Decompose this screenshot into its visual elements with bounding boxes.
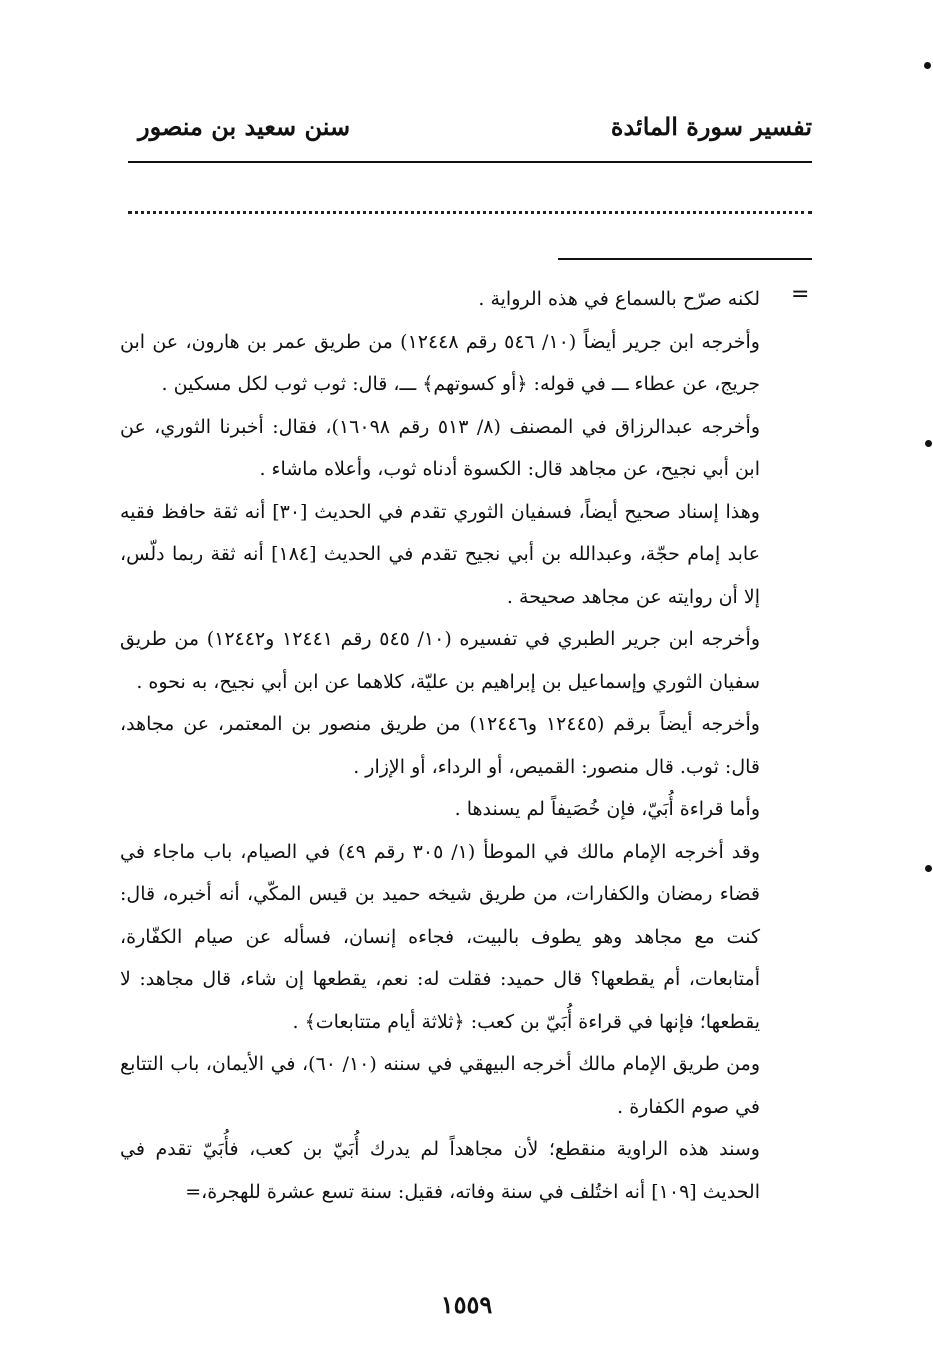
footnote-paragraph: وقد أخرجه الإمام مالك في الموطأ (١/ ٣٠٥ رقم ٤٩) في الصيام، باب ماجاء في قضاء رمضان والكفارات، من طريق شيخه حميد بن قيس المكّي، أنه أخبره، قال: كنت مع مجاهد وهو يطوف بالبيت، فجاءه إنسان، فسأله عن صيام الكفّارة، أمتابعات، أم يقطعها؟ قال حميد: فقلت له: نعم، يقطعها إن شاء، قال مجاهد: لا يقطعها؛ فإنها في قراءة أُبَيّ بن كعب: ﴿ثلاثة أيام متتابعات﴾ .: [120, 840, 760, 1033]
continuation-mark: =: [791, 282, 810, 307]
footnote-paragraph: وأما قراءة أُبَيّ، فإن خُصَيفاً لم يسندها .: [454, 798, 760, 820]
header-rule: [128, 161, 812, 163]
footnote-paragraph: وسند هذه الراوية منقطع؛ لأن مجاهداً لم يدرك أُبَيّ بن كعب، فأُبَيّ تقدم في الحديث [١٠٩] أنه اختُلف في سنة وفاته، فقيل: سنة تسع عشرة للهجرة،=: [120, 1138, 760, 1203]
footnote-paragraph: وأخرجه عبدالرزاق في المصنف (٨/ ٥١٣ رقم ١٦٠٩٨)، فقال: أخبرنا الثوري، عن ابن أبي نجيح، عن مجاهد قال: الكسوة أدناه ثوب، وأعلاه ماشاء .: [120, 415, 760, 480]
scan-edge-mark: [924, 62, 931, 69]
book-title: سنن سعيد بن منصور: [138, 112, 351, 141]
footnote-paragraph: لكنه صرّح بالسماع في هذه الرواية .: [478, 288, 760, 310]
chapter-title: تفسير سورة المائدة: [610, 112, 812, 141]
footnote-paragraph: ومن طريق الإمام مالك أخرجه البيهقي في سننه (١٠/ ٦٠)، في الأيمان، باب التتابع في صوم الكفارة .: [120, 1053, 760, 1118]
footnote-paragraph: وهذا إسناد صحيح أيضاً، فسفيان الثوري تقدم في الحديث [٣٠] أنه ثقة حافظ فقيه عابد إمام حجّة، وعبدالله بن أبي نجيح تقدم في الحديث [١٨٤] أنه ثقة ربما دلّس، إلا أن روايته عن مجاهد صحيحة .: [120, 500, 760, 608]
scan-edge-mark: [925, 440, 932, 447]
scan-edge-mark: [925, 865, 932, 872]
footnote-paragraph: وأخرجه ابن جرير أيضاً (١٠/ ٥٤٦ رقم ١٢٤٤٨) من طريق عمر بن هارون، عن ابن جريج، عن عطاء ـــ في قوله: ﴿أو كسوتهم﴾ ـــ، قال: ثوب ثوب لكل مسكين .: [120, 330, 760, 395]
page-number: ١٥٥٩: [440, 1290, 493, 1319]
footnote-text: [120, 278, 760, 1213]
footnote-rule: [558, 258, 812, 260]
running-header: [128, 112, 812, 152]
footnote-paragraph: وأخرجه أيضاً برقم (١٢٤٤٥ و١٢٤٤٦) من طريق منصور بن المعتمر، عن مجاهد، قال: ثوب. قال منصور: القميص، أو الرداء، أو الإزار .: [120, 713, 760, 778]
dotted-separator: [128, 211, 812, 214]
footnote-paragraph: وأخرجه ابن جرير الطبري في تفسيره (١٠/ ٥٤٥ رقم ١٢٤٤١ و١٢٤٤٢) من طريق سفيان الثوري وإسماعيل بن إبراهيم بن عليّة، كلاهما عن ابن أبي نجيح، به نحوه .: [120, 628, 761, 693]
